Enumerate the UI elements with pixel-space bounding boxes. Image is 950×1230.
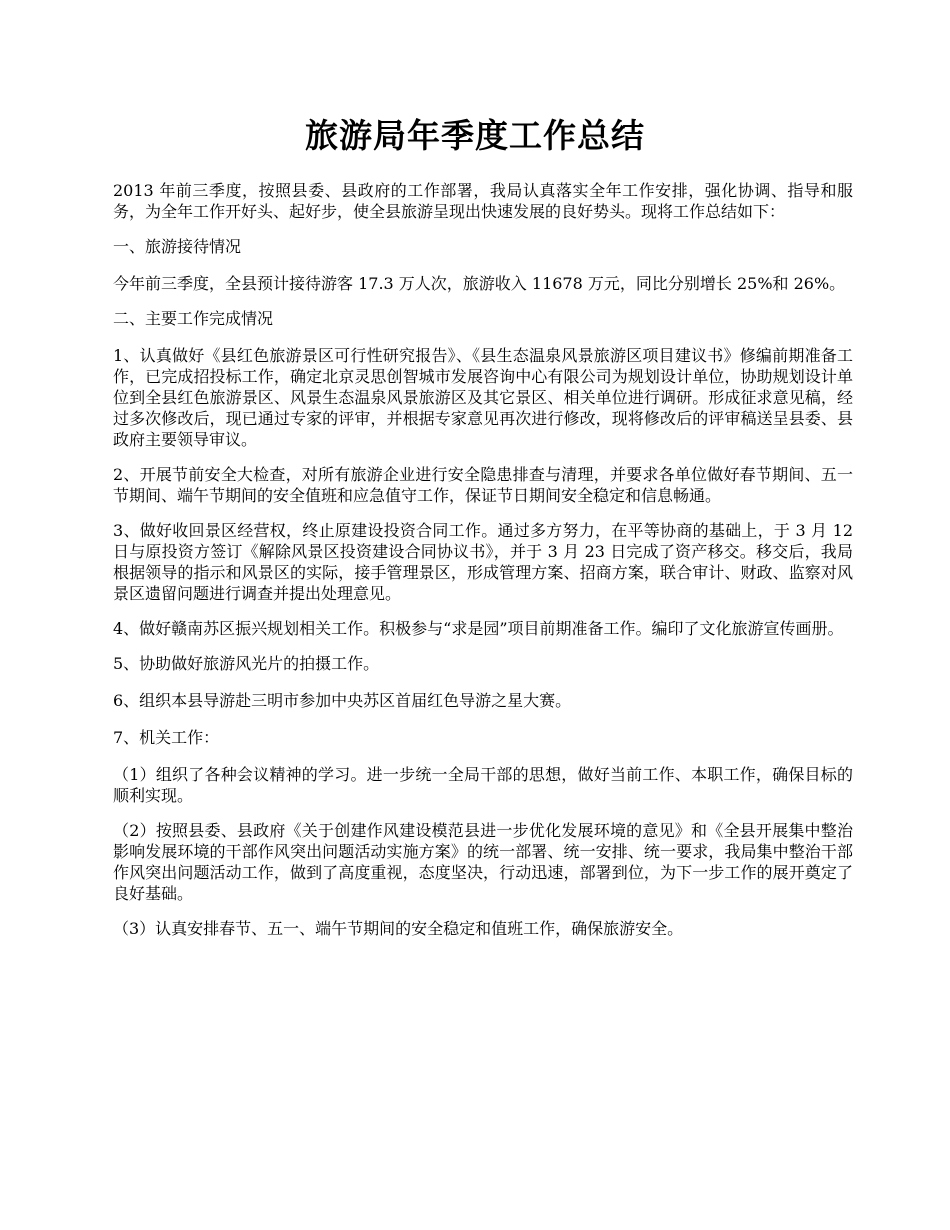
work-item-3: 3、做好收回景区经营权，终止原建设投资合同工作。通过多方努力，在平等协商的基础上，于 3 月 12 日与原投资方签订《解除风景区投资建设合同协议书》，并于 3 月 23 日完成了资产移交。移交后，我局根据领导的指示和风景区的实际，接手管理景区，形成管理方案、招商方案，联合审计、财政、监察对风景区遗留问题进行调查并提出处理意见。	[113, 521, 853, 603]
document-body	[113, 180, 853, 953]
work-item-6: 6、组织本县导游赴三明市参加中央苏区首届红色导游之星大赛。	[113, 691, 572, 710]
work-item-7: 7、机关工作：	[113, 728, 220, 747]
intro-paragraph: 2013 年前三季度，按照县委、县政府的工作部署，我局认真落实全年工作安排，强化协调、指导和服务，为全年工作开好头、起好步，使全县旅游呈现出快速发展的良好势头。现将工作总结如下：	[113, 181, 853, 221]
section-heading-reception: 一、旅游接待情况	[113, 237, 242, 256]
office-item-1: （1）组织了各种会议精神的学习。进一步统一全局干部的思想，做好当前工作、本职工作，确保目标的顺利实现。	[113, 765, 853, 805]
document-title: 旅游局年季度工作总结	[305, 116, 645, 155]
office-item-2: （2）按照县委、县政府《关于创建作风建设模范县进一步优化发展环境的意见》和《全县开展集中整治影响发展环境的干部作风突出问题活动实施方案》的统一部署、统一安排、统一要求，我局集中整治干部作风突出问题活动工作，做到了高度重视，态度坚决，行动迅速，部署到位，为下一步工作的展开奠定了良好基础。	[113, 821, 853, 903]
reception-paragraph: 今年前三季度，全县预计接待游客 17.3 万人次，旅游收入 11678 万元，同比分别增长 25%和 26%。	[113, 274, 846, 293]
work-item-1: 1、认真做好《县红色旅游景区可行性研究报告》、《县生态温泉风景旅游区项目建议书》修编前期准备工作，已完成招投标工作，确定北京灵思创智城市发展咨询中心有限公司为规划设计单位，协助规划设计单位到全县红色旅游景区、风景生态温泉风景旅游区及其它景区、相关单位进行调研。形成征求意见稿，经过多次修改后，现已通过专家的评审，并根据专家意见再次进行修改，现将修改后的评审稿送呈县委、县政府主要领导审议。	[113, 346, 853, 449]
work-item-4: 4、做好赣南苏区振兴规划相关工作。积极参与“求是园”项目前期准备工作。编印了文化旅游宣传画册。	[113, 619, 844, 638]
work-item-2: 2、开展节前安全大检查，对所有旅游企业进行安全隐患排查与清理，并要求各单位做好春节期间、五一节期间、端午节期间的安全值班和应急值守工作，保证节日期间安全稳定和信息畅通。	[113, 465, 853, 505]
section-heading-work: 二、主要工作完成情况	[113, 309, 274, 328]
work-item-5: 5、协助做好旅游风光片的拍摄工作。	[113, 654, 380, 673]
office-item-3: （3）认真安排春节、五一、端午节期间的安全稳定和值班工作，确保旅游安全。	[113, 919, 684, 938]
